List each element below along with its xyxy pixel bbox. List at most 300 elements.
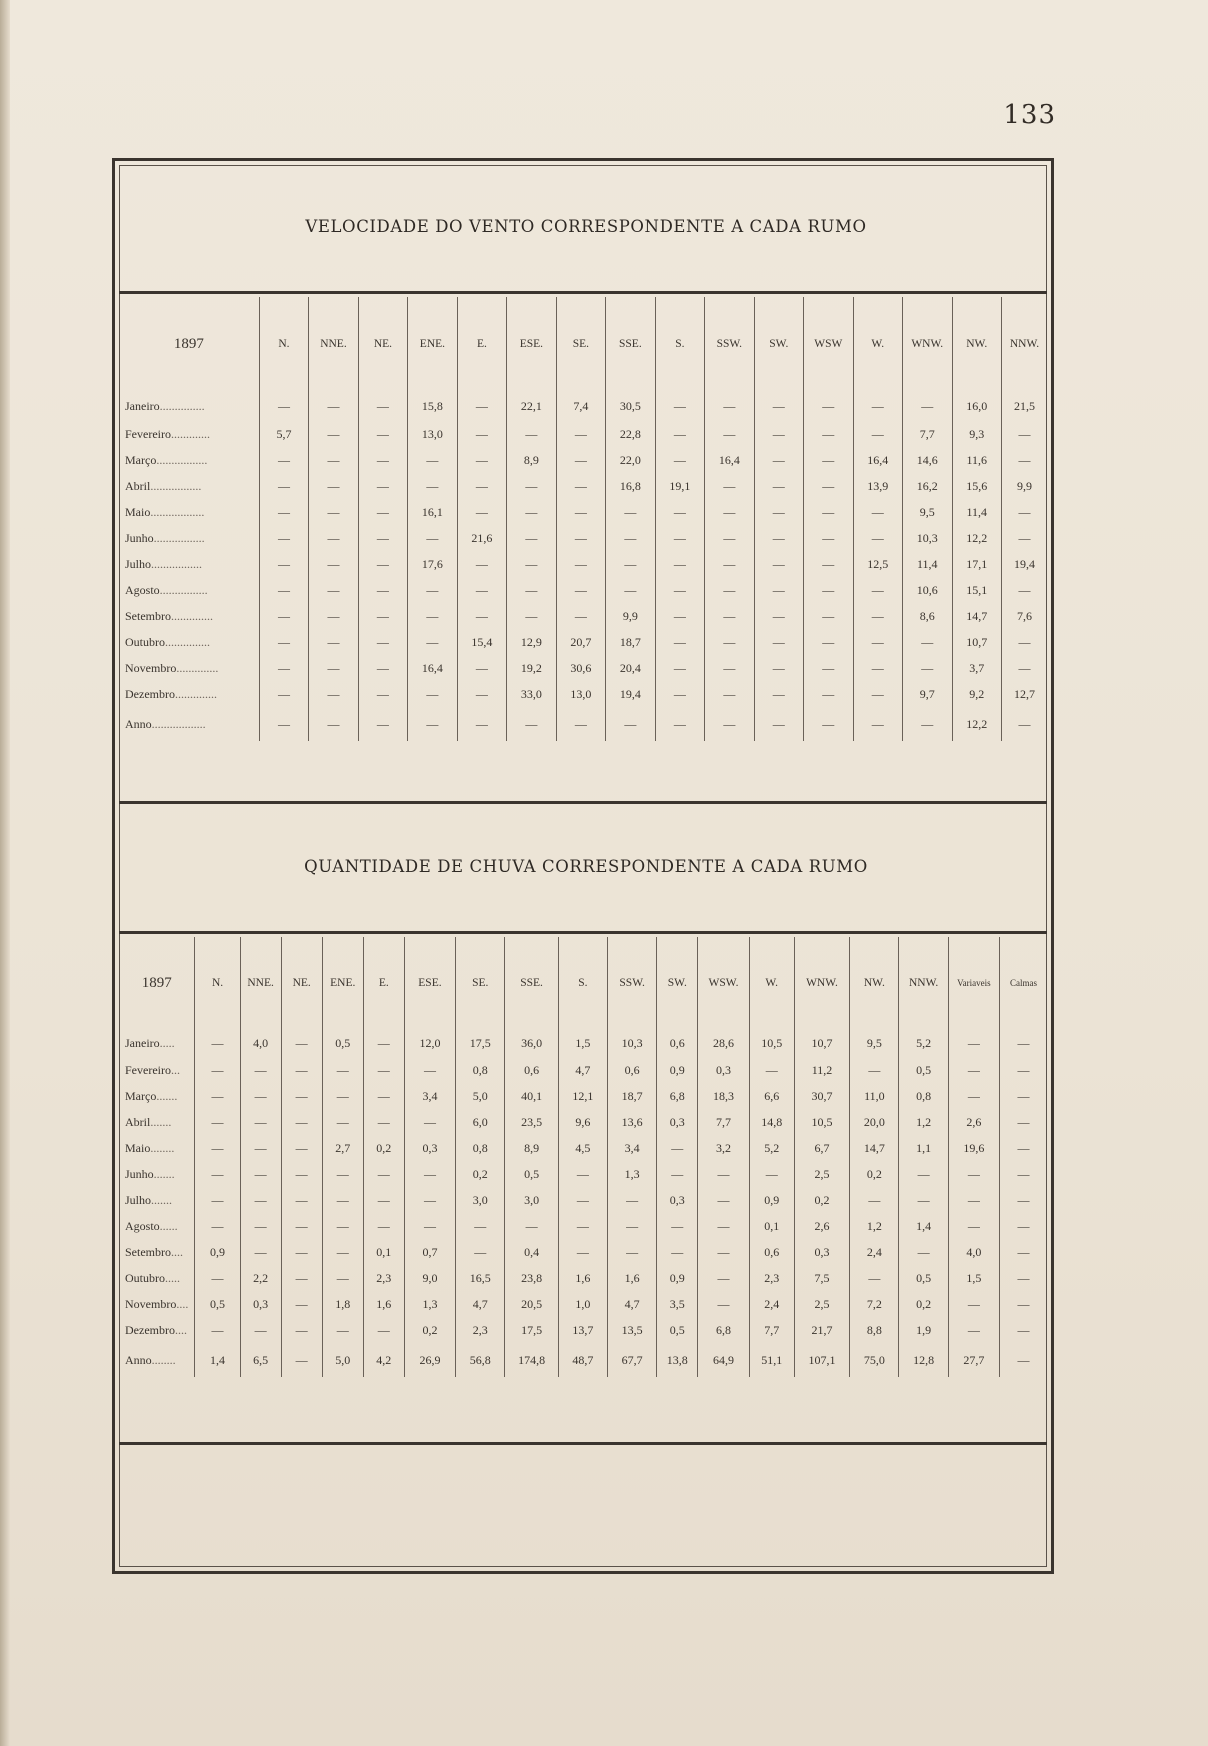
rain-value-cell: — <box>698 1161 749 1187</box>
wind-value-cell: — <box>408 577 457 603</box>
rain-value-cell: 56,8 <box>456 1343 505 1377</box>
rain-value-cell: 2,2 <box>240 1265 281 1291</box>
wind-value-cell: — <box>754 499 803 525</box>
wind-value-cell: 11,6 <box>952 447 1001 473</box>
wind-month-label: Novembro <box>125 660 177 675</box>
wind-value-cell: — <box>457 681 506 707</box>
rain-value-cell: — <box>698 1239 749 1265</box>
rain-table-row <box>119 1317 1047 1343</box>
wind-value-cell: — <box>754 391 803 421</box>
wind-column-header: SSW. <box>705 297 754 391</box>
rain-value-cell: 2,5 <box>794 1161 849 1187</box>
wind-value-cell: — <box>259 525 308 551</box>
leader-dots: .............. <box>174 686 217 701</box>
rain-table-row <box>119 1213 1047 1239</box>
wind-value-cell: 30,5 <box>606 391 655 421</box>
leader-dots: .............. <box>176 660 219 675</box>
rain-value-cell: 7,5 <box>794 1265 849 1291</box>
rain-value-cell: — <box>281 1109 322 1135</box>
wind-value-cell: 17,1 <box>952 551 1001 577</box>
rain-value-cell: 0,6 <box>657 1029 698 1057</box>
wind-value-cell: — <box>358 473 407 499</box>
rain-value-cell: 2,4 <box>749 1291 794 1317</box>
wind-value-cell: — <box>754 655 803 681</box>
wind-value-cell: 8,9 <box>507 447 556 473</box>
rain-value-cell: 14,7 <box>850 1135 899 1161</box>
rain-value-cell: 1,2 <box>899 1109 948 1135</box>
table-frame <box>112 158 1054 1574</box>
wind-column-header: SE. <box>556 297 605 391</box>
rain-value-cell: 0,2 <box>404 1317 455 1343</box>
rain-value-cell: — <box>608 1213 657 1239</box>
wind-value-cell: — <box>705 499 754 525</box>
rain-value-cell: 0,7 <box>404 1239 455 1265</box>
rain-value-cell: — <box>281 1213 322 1239</box>
rain-value-cell: 6,6 <box>749 1083 794 1109</box>
rain-value-cell: — <box>281 1161 322 1187</box>
wind-value-cell: — <box>903 391 952 421</box>
rain-column-header: Variaveis <box>948 937 999 1029</box>
wind-value-cell: — <box>309 447 358 473</box>
wind-value-cell: 20,7 <box>556 629 605 655</box>
rain-value-cell: 2,7 <box>322 1135 363 1161</box>
rain-month-label: Abril <box>125 1114 151 1129</box>
wind-value-cell: — <box>655 603 704 629</box>
rain-value-cell: 107,1 <box>794 1343 849 1377</box>
wind-value-cell: — <box>358 551 407 577</box>
wind-value-cell: — <box>507 473 556 499</box>
rain-value-cell: — <box>899 1161 948 1187</box>
rain-value-cell: 10,5 <box>794 1109 849 1135</box>
leader-dots: .... <box>176 1296 189 1311</box>
wind-value-cell: — <box>655 577 704 603</box>
leader-dots: ....... <box>151 1192 173 1207</box>
wind-table-row <box>119 603 1047 629</box>
wind-table-row <box>119 551 1047 577</box>
wind-value-cell: — <box>507 551 556 577</box>
leader-dots: ..... <box>165 1270 180 1285</box>
rain-value-cell: 1,6 <box>608 1265 657 1291</box>
rain-value-cell: — <box>240 1057 281 1083</box>
rain-value-cell: — <box>404 1057 455 1083</box>
wind-value-cell: — <box>804 577 853 603</box>
wind-column-header: NNW. <box>1001 297 1047 391</box>
rain-value-cell: 0,9 <box>749 1187 794 1213</box>
rain-header-rule-top <box>119 931 1047 934</box>
rain-value-cell: 5,2 <box>749 1135 794 1161</box>
rain-value-cell: 0,2 <box>899 1291 948 1317</box>
rain-value-cell: — <box>749 1057 794 1083</box>
rain-value-cell: 1,3 <box>608 1161 657 1187</box>
leader-dots: ............... <box>159 398 205 413</box>
wind-value-cell: — <box>507 603 556 629</box>
wind-column-header: NW. <box>952 297 1001 391</box>
rain-column-header: S. <box>558 937 607 1029</box>
wind-value-cell: — <box>457 707 506 741</box>
rain-table-row <box>119 1135 1047 1161</box>
wind-value-cell: — <box>259 655 308 681</box>
rain-value-cell: — <box>899 1239 948 1265</box>
rain-value-cell: 12,8 <box>899 1343 948 1377</box>
rain-table-row <box>119 1343 1047 1377</box>
rain-value-cell: — <box>281 1291 322 1317</box>
rain-value-cell: — <box>404 1187 455 1213</box>
rain-table <box>119 937 1047 1377</box>
wind-value-cell: 15,8 <box>408 391 457 421</box>
wind-value-cell: — <box>804 473 853 499</box>
rain-value-cell: 0,5 <box>899 1265 948 1291</box>
wind-value-cell: 22,8 <box>606 421 655 447</box>
wind-value-cell: — <box>853 391 902 421</box>
wind-month-label: Outubro <box>125 634 165 649</box>
wind-table-row <box>119 421 1047 447</box>
rain-value-cell: 0,8 <box>899 1083 948 1109</box>
rain-value-cell: 9,5 <box>850 1029 899 1057</box>
wind-value-cell: — <box>754 421 803 447</box>
wind-column-header: W. <box>853 297 902 391</box>
wind-table-row <box>119 577 1047 603</box>
wind-value-cell: — <box>655 655 704 681</box>
wind-value-cell: — <box>408 473 457 499</box>
rain-value-cell: 3,0 <box>505 1187 558 1213</box>
rain-value-cell: 1,2 <box>850 1213 899 1239</box>
rain-value-cell: 6,7 <box>794 1135 849 1161</box>
rain-value-cell: 2,3 <box>749 1265 794 1291</box>
wind-value-cell: 5,7 <box>259 421 308 447</box>
rain-value-cell: — <box>1000 1343 1047 1377</box>
wind-value-cell: — <box>358 629 407 655</box>
rain-value-cell: 13,8 <box>657 1343 698 1377</box>
wind-value-cell: — <box>754 447 803 473</box>
wind-value-cell: 13,0 <box>556 681 605 707</box>
wind-value-cell: — <box>457 655 506 681</box>
wind-value-cell: 16,1 <box>408 499 457 525</box>
leader-dots: ................. <box>153 530 205 545</box>
wind-value-cell: 22,0 <box>606 447 655 473</box>
rain-value-cell: — <box>948 1029 999 1057</box>
wind-table-row <box>119 629 1047 655</box>
leader-dots: ............. <box>170 426 210 441</box>
wind-table-row <box>119 681 1047 707</box>
rain-column-header: WSW. <box>698 937 749 1029</box>
wind-value-cell: — <box>804 525 853 551</box>
wind-value-cell: — <box>606 525 655 551</box>
rain-value-cell: 8,9 <box>505 1135 558 1161</box>
wind-value-cell: — <box>408 629 457 655</box>
wind-value-cell: 9,9 <box>1001 473 1047 499</box>
wind-value-cell: — <box>853 707 902 741</box>
wind-month-label: Fevereiro <box>125 426 171 441</box>
rain-table-row <box>119 1083 1047 1109</box>
rain-value-cell: — <box>281 1317 322 1343</box>
leader-dots: .............. <box>171 608 213 623</box>
wind-value-cell: — <box>556 577 605 603</box>
wind-value-cell: — <box>259 603 308 629</box>
rain-column-header: N. <box>195 937 240 1029</box>
wind-value-cell: — <box>705 421 754 447</box>
page-edge <box>0 0 10 1746</box>
rain-table-bottom-rule <box>119 1442 1047 1445</box>
wind-value-cell: — <box>259 681 308 707</box>
rain-value-cell: 4,7 <box>608 1291 657 1317</box>
rain-value-cell: 20,0 <box>850 1109 899 1135</box>
wind-value-cell: — <box>259 629 308 655</box>
rain-value-cell: 0,8 <box>456 1135 505 1161</box>
leader-dots: ................ <box>159 582 208 597</box>
wind-value-cell: — <box>606 551 655 577</box>
rain-value-cell: 0,3 <box>657 1109 698 1135</box>
rain-value-cell: 51,1 <box>749 1343 794 1377</box>
wind-value-cell: — <box>309 707 358 741</box>
wind-value-cell: 22,1 <box>507 391 556 421</box>
rain-value-cell: — <box>608 1187 657 1213</box>
rain-value-cell: 30,7 <box>794 1083 849 1109</box>
wind-value-cell: — <box>358 391 407 421</box>
wind-value-cell: 30,6 <box>556 655 605 681</box>
rain-column-header: SSE. <box>505 937 558 1029</box>
wind-value-cell: — <box>606 577 655 603</box>
rain-value-cell: 2,3 <box>456 1317 505 1343</box>
wind-value-cell: — <box>754 525 803 551</box>
leader-dots: ...... <box>159 1218 178 1233</box>
rain-value-cell: 1,1 <box>899 1135 948 1161</box>
wind-value-cell: — <box>705 655 754 681</box>
wind-value-cell: — <box>358 603 407 629</box>
wind-value-cell: — <box>705 551 754 577</box>
wind-value-cell: — <box>507 577 556 603</box>
wind-month-label: Abril <box>125 478 151 493</box>
rain-value-cell: — <box>240 1187 281 1213</box>
wind-value-cell: — <box>358 655 407 681</box>
leader-dots: ....... <box>156 1088 178 1103</box>
wind-value-cell: — <box>655 707 704 741</box>
rain-month-label: Junho <box>125 1166 154 1181</box>
wind-value-cell: 9,5 <box>903 499 952 525</box>
wind-value-cell: — <box>705 681 754 707</box>
rain-value-cell: 26,9 <box>404 1343 455 1377</box>
wind-value-cell: — <box>606 499 655 525</box>
rain-value-cell: — <box>558 1213 607 1239</box>
rain-value-cell: — <box>1000 1057 1047 1083</box>
rain-value-cell: — <box>404 1109 455 1135</box>
rain-value-cell: 1,0 <box>558 1291 607 1317</box>
rain-table-row <box>119 1187 1047 1213</box>
rain-value-cell: — <box>850 1057 899 1083</box>
rain-column-header: NW. <box>850 937 899 1029</box>
wind-value-cell: 19,2 <box>507 655 556 681</box>
rain-column-header: NNE. <box>240 937 281 1029</box>
rain-value-cell: 5,0 <box>322 1343 363 1377</box>
rain-column-header: ENE. <box>322 937 363 1029</box>
wind-value-cell: — <box>259 551 308 577</box>
wind-value-cell: — <box>457 473 506 499</box>
rain-value-cell: 3,4 <box>404 1083 455 1109</box>
rain-value-cell: 4,7 <box>456 1291 505 1317</box>
wind-value-cell: — <box>259 707 308 741</box>
wind-value-cell: — <box>655 421 704 447</box>
rain-value-cell: — <box>1000 1317 1047 1343</box>
rain-value-cell: 0,2 <box>794 1187 849 1213</box>
rain-value-cell: — <box>698 1213 749 1239</box>
rain-month-label: Anno <box>125 1352 152 1367</box>
wind-value-cell: — <box>259 447 308 473</box>
wind-value-cell: 14,6 <box>903 447 952 473</box>
wind-value-cell: — <box>853 629 902 655</box>
rain-value-cell: 0,2 <box>363 1135 404 1161</box>
wind-value-cell: 13,9 <box>853 473 902 499</box>
rain-value-cell: 7,2 <box>850 1291 899 1317</box>
rain-value-cell: — <box>195 1265 240 1291</box>
wind-table-row <box>119 525 1047 551</box>
rain-column-header: WNW. <box>794 937 849 1029</box>
wind-value-cell: — <box>705 577 754 603</box>
wind-column-header: ESE. <box>507 297 556 391</box>
rain-value-cell: 4,5 <box>558 1135 607 1161</box>
rain-value-cell: — <box>558 1161 607 1187</box>
wind-column-header: N. <box>259 297 308 391</box>
rain-month-label: Agosto <box>125 1218 160 1233</box>
wind-column-header: ENE. <box>408 297 457 391</box>
rain-value-cell: 10,5 <box>749 1029 794 1057</box>
rain-value-cell: — <box>505 1213 558 1239</box>
rain-value-cell: — <box>240 1135 281 1161</box>
page-number: 133 <box>1003 100 1056 130</box>
wind-value-cell: — <box>507 525 556 551</box>
rain-value-cell: — <box>195 1029 240 1057</box>
wind-value-cell: 10,3 <box>903 525 952 551</box>
wind-value-cell: — <box>754 473 803 499</box>
wind-table-row <box>119 499 1047 525</box>
wind-value-cell: — <box>804 707 853 741</box>
rain-value-cell: 0,4 <box>505 1239 558 1265</box>
leader-dots: ................. <box>151 556 203 571</box>
rain-value-cell: — <box>240 1083 281 1109</box>
wind-value-cell: 19,4 <box>1001 551 1047 577</box>
rain-value-cell: — <box>657 1135 698 1161</box>
rain-value-cell: — <box>195 1057 240 1083</box>
wind-value-cell: 16,0 <box>952 391 1001 421</box>
wind-value-cell: 9,9 <box>606 603 655 629</box>
rain-value-cell: — <box>1000 1029 1047 1057</box>
rain-value-cell: 0,3 <box>698 1057 749 1083</box>
wind-value-cell: — <box>853 525 902 551</box>
rain-month-label: Fevereiro <box>125 1062 171 1077</box>
wind-value-cell: — <box>1001 447 1047 473</box>
rain-column-header: Calmas <box>1000 937 1047 1029</box>
rain-value-cell: — <box>363 1083 404 1109</box>
leader-dots: ............... <box>165 634 210 649</box>
rain-value-cell: — <box>281 1135 322 1161</box>
wind-value-cell: — <box>358 525 407 551</box>
wind-value-cell: — <box>853 499 902 525</box>
wind-value-cell: — <box>1001 577 1047 603</box>
rain-value-cell: — <box>1000 1187 1047 1213</box>
rain-value-cell: — <box>240 1317 281 1343</box>
wind-month-label: Junho <box>125 530 154 545</box>
rain-table-row <box>119 1291 1047 1317</box>
rain-value-cell: 2,3 <box>363 1265 404 1291</box>
wind-value-cell: — <box>655 681 704 707</box>
wind-value-cell: — <box>309 655 358 681</box>
wind-value-cell: — <box>804 551 853 577</box>
rain-value-cell: 3,4 <box>608 1135 657 1161</box>
wind-value-cell: 16,4 <box>408 655 457 681</box>
rain-value-cell: 19,6 <box>948 1135 999 1161</box>
rain-value-cell: 6,0 <box>456 1109 505 1135</box>
rain-column-header: E. <box>363 937 404 1029</box>
wind-value-cell: — <box>309 603 358 629</box>
wind-value-cell: 11,4 <box>952 499 1001 525</box>
rain-month-label: Setembro <box>125 1244 171 1259</box>
rain-value-cell: 13,5 <box>608 1317 657 1343</box>
wind-value-cell: — <box>556 447 605 473</box>
wind-value-cell: — <box>655 447 704 473</box>
rain-value-cell: 12,1 <box>558 1083 607 1109</box>
rain-value-cell: 0,2 <box>850 1161 899 1187</box>
rain-value-cell: — <box>404 1213 455 1239</box>
rain-value-cell: 11,2 <box>794 1057 849 1083</box>
wind-value-cell: 16,8 <box>606 473 655 499</box>
rain-value-cell: — <box>948 1291 999 1317</box>
wind-value-cell: — <box>804 421 853 447</box>
rain-value-cell: 174,8 <box>505 1343 558 1377</box>
rain-column-header: SSW. <box>608 937 657 1029</box>
rain-value-cell: — <box>363 1317 404 1343</box>
wind-table-row <box>119 655 1047 681</box>
wind-value-cell: — <box>655 551 704 577</box>
wind-value-cell: 13,0 <box>408 421 457 447</box>
wind-column-header: E. <box>457 297 506 391</box>
wind-table-row <box>119 391 1047 421</box>
rain-value-cell: — <box>195 1317 240 1343</box>
wind-value-cell: — <box>1001 707 1047 741</box>
rain-value-cell: 67,7 <box>608 1343 657 1377</box>
wind-value-cell: — <box>309 551 358 577</box>
rain-value-cell: — <box>195 1083 240 1109</box>
wind-value-cell: — <box>903 707 952 741</box>
rain-value-cell: 13,6 <box>608 1109 657 1135</box>
wind-header-row <box>119 297 1047 391</box>
wind-value-cell: 17,6 <box>408 551 457 577</box>
wind-column-header: S. <box>655 297 704 391</box>
rain-value-cell: — <box>281 1265 322 1291</box>
wind-year-header: 1897 <box>173 335 204 352</box>
wind-value-cell: — <box>309 577 358 603</box>
rain-value-cell: 7,7 <box>698 1109 749 1135</box>
leader-dots: ................. <box>150 478 202 493</box>
leader-dots: .................. <box>151 716 206 731</box>
wind-value-cell: — <box>309 473 358 499</box>
rain-value-cell: 13,7 <box>558 1317 607 1343</box>
wind-value-cell: — <box>457 603 506 629</box>
rain-value-cell: — <box>850 1265 899 1291</box>
wind-value-cell: — <box>705 629 754 655</box>
rain-value-cell: 21,7 <box>794 1317 849 1343</box>
rain-header-row <box>119 937 1047 1029</box>
wind-month-label: Agosto <box>125 582 160 597</box>
wind-value-cell: — <box>705 525 754 551</box>
rain-year-header: 1897 <box>141 974 172 991</box>
rain-value-cell: 1,6 <box>363 1291 404 1317</box>
rain-value-cell: — <box>281 1239 322 1265</box>
leader-dots: ................. <box>156 452 208 467</box>
wind-value-cell: — <box>457 447 506 473</box>
rain-table-row <box>119 1029 1047 1057</box>
wind-value-cell: — <box>556 421 605 447</box>
wind-value-cell: — <box>853 681 902 707</box>
rain-value-cell: 23,8 <box>505 1265 558 1291</box>
rain-column-header: NE. <box>281 937 322 1029</box>
